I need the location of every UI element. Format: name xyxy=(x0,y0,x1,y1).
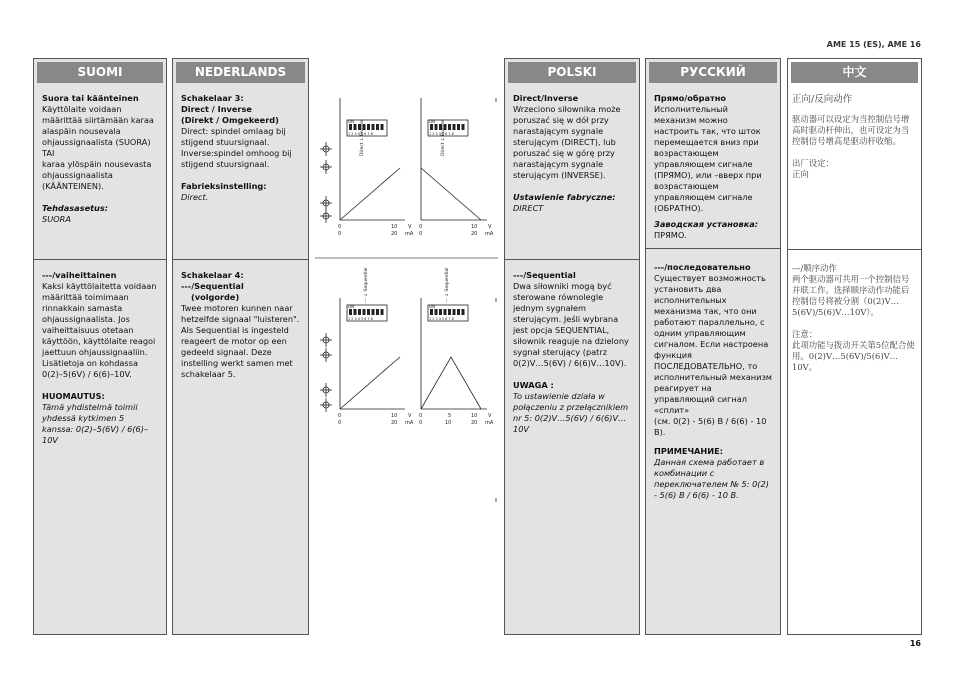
section-title: Schakelaar 4: xyxy=(181,270,244,280)
section-text: Dwa siłowniki mogą być sterowane równolegle jednym sygnałem sterującym. Jeśli wybrana jest opcja SEQUENTIAL, siłownik reaguje na dzielony sygnał sterujący (patrz 0(2)V…5(6V) / 6(6)V…10V). xyxy=(513,281,629,368)
column-russian xyxy=(645,58,781,635)
section-text: 两个驱动器可共用一个控制信号并联工作。选择顺序动作功能后控制信号将被分割（0(2)V…5(6V)/5(6)V…10V）。 xyxy=(792,274,910,317)
section-text: Wrzeciono siłownika może poruszać się w dół przy narastającym sygnale sterującym (DIRECT), lub poruszać się w górę przy narastającym sygnale sterującym (INVERSE). xyxy=(513,104,621,180)
switch-numbers: 1 2 3 4 5 6 7 8 xyxy=(348,132,373,136)
svg-text:0: 0 xyxy=(338,413,342,419)
svg-text:10: 10 xyxy=(471,224,478,230)
section-title: (Direkt / Omgekeerd) xyxy=(181,115,279,125)
section-direct-inverse xyxy=(38,93,162,225)
svg-text:mA: mA xyxy=(485,231,494,237)
tab-polski: POLSKI xyxy=(508,62,636,83)
svg-text:ON: ON xyxy=(429,304,436,309)
section-sequential xyxy=(38,270,162,446)
section-sequential xyxy=(177,270,304,380)
section-title: Suora tai käänteinen xyxy=(42,93,139,103)
dip-switch-icon xyxy=(428,304,468,321)
tab-nederlands: NEDERLANDS xyxy=(176,62,305,83)
section-title: Direct / Inverse xyxy=(181,104,252,114)
dip-switch-icon xyxy=(428,119,468,136)
svg-text:10: 10 xyxy=(471,413,478,419)
section-direct-inverse xyxy=(509,93,635,214)
svg-text:mA: mA xyxy=(405,420,414,426)
section-title: ---/vaiheittainen xyxy=(42,270,117,280)
factory-setting-label: 出厂设定： xyxy=(792,158,834,168)
svg-text:0: 0 xyxy=(338,224,342,230)
section-text: Direct: spindel omlaag bij stijgend stuursignaal. Inverse:spindel omhoog bij stijgend stuursignaal. xyxy=(181,126,292,169)
svg-text:0: 0 xyxy=(419,231,423,237)
tab-suomi: SUOMI xyxy=(37,62,163,83)
section-text: Käyttölaite voidaan määrittää siirtämään karaa alaspäin nousevala ohjaussignaalista (SUORA) xyxy=(42,104,154,147)
column-nederlands xyxy=(172,58,309,635)
factory-setting-value: Direct. xyxy=(181,192,209,202)
section-direct-inverse xyxy=(650,93,776,241)
factory-setting-value: DIRECT xyxy=(513,203,544,213)
note-text: Tämä yhdistelmä toimii yhdessä kytkimen 5 kanssa: 0(2)–5(6V) / 6(6)–10V xyxy=(42,402,149,445)
svg-text:20: 20 xyxy=(391,420,398,426)
svg-text:1 2 3 4 5 6 7 8: 1 2 3 4 5 6 7 8 xyxy=(429,317,454,321)
dip-switch-icon xyxy=(347,304,387,321)
section-text: 驱动器可以设定为当控制信号增高时驱动杆伸出，也可设定为当控制信号增高是驱动杆收缩。 xyxy=(792,114,910,146)
section-title: Прямо/обратно xyxy=(654,93,727,103)
dip-switch-icon xyxy=(347,119,387,136)
svg-text:mA: mA xyxy=(485,420,494,426)
section-title: Schakelaar 3: xyxy=(181,93,244,103)
section-title: (volgorde) xyxy=(191,292,240,302)
svg-text:20: 20 xyxy=(471,231,478,237)
section-title: ---/顺序动作 xyxy=(792,263,837,273)
tab-russian: РУССКИЙ xyxy=(649,62,777,83)
tab-chinese: 中文 xyxy=(791,62,918,83)
svg-text:0: 0 xyxy=(419,224,423,230)
column-polski xyxy=(504,58,640,635)
svg-text:mA: mA xyxy=(405,231,414,237)
factory-setting-value: ПРЯМО. xyxy=(654,230,687,240)
factory-setting-label: Fabrieksinstelling: xyxy=(181,181,267,191)
direct-inverse-label: Direct ↓ Inverse xyxy=(441,119,446,156)
svg-text:10: 10 xyxy=(445,420,452,426)
section-text: Kaksi käyttölaitetta voidaan määrittää toimimaan rinnakkain samasta ohjaussignaalista. Jos vaiheittaisuus otetaan käyttöön, käyttölaite reagoi jaettuun ohjaussignaaliin. Lisätietoja on kohdassa 0(2)–5(6V) / 6(6)–10V. xyxy=(42,281,157,379)
direct-inverse-label: Direct ↓ Inverse xyxy=(360,119,365,156)
factory-setting-value: 正向 xyxy=(792,169,809,179)
section-text: (см. 0(2) - 5(6) В / 6(6) - 10 В). xyxy=(654,416,767,437)
switch-diagrams xyxy=(315,58,498,635)
divider xyxy=(173,259,308,260)
section-text: Twee motoren kunnen naar hetzelfde signaal "luisteren". Als Sequential is ingesteld reageert de motor op een gedeeld signaal. Deze instelling werkt samen met schakelaar 5. xyxy=(181,303,300,379)
column-suomi xyxy=(33,58,167,635)
svg-text:20: 20 xyxy=(391,231,398,237)
factory-setting-label: Заводская установка: xyxy=(654,219,759,229)
svg-text:0: 0 xyxy=(419,420,423,426)
factory-setting-label: Ustawienie fabryczne: xyxy=(513,192,616,202)
svg-text:V: V xyxy=(488,224,492,230)
column-chinese xyxy=(787,58,922,635)
svg-text:10: 10 xyxy=(391,413,398,419)
svg-text:V: V xyxy=(408,224,412,230)
note-text: Данная схема работает в комбинации с переключателем № 5: 0(2) - 5(6) В / 6(6) - 10 В. xyxy=(654,457,769,500)
svg-text:V: V xyxy=(488,413,492,419)
section-title: 正向/反向动作 xyxy=(792,94,853,105)
svg-text:20: 20 xyxy=(471,420,478,426)
svg-text:1 2 3 4 5 6 7 8: 1 2 3 4 5 6 7 8 xyxy=(348,317,373,321)
section-text: karaa ylöspäin nousevasta ohjaussignaalista (KÄÄNTEINEN). xyxy=(42,159,152,191)
diagram-panel xyxy=(315,58,498,635)
note-label: HUOMAUTUS: xyxy=(42,391,105,401)
svg-text:0: 0 xyxy=(338,231,342,237)
svg-text:0: 0 xyxy=(338,420,342,426)
section-title: ---/последовательно xyxy=(654,262,751,272)
section-direct-inverse xyxy=(177,93,304,203)
sequential-label: --- ↓ Sequential xyxy=(364,267,369,303)
section-text: Исполнительный механизм можно настроить так, что шток перемещается вниз при возрастающем управляющем сигнале (ПРЯМО), или –вверх при возрастающем управляющем сигнале (ОБРАТНО). xyxy=(654,104,762,213)
section-sequential xyxy=(792,263,917,373)
section-title: ---/Sequential xyxy=(513,270,576,280)
graph-direct xyxy=(340,98,405,220)
section-sequential xyxy=(509,270,635,435)
document-reference: AME 15 (ES), AME 16 xyxy=(826,40,921,49)
factory-setting-value: SUORA xyxy=(42,214,71,224)
page-number: 16 xyxy=(909,639,921,648)
svg-text:ON: ON xyxy=(429,119,436,124)
divider xyxy=(788,249,921,250)
graph-inverse xyxy=(421,98,487,220)
valve-icon xyxy=(320,333,332,412)
factory-setting-label: Tehdasasetus: xyxy=(42,203,109,213)
sequential-label: --- ↓ Sequential xyxy=(445,267,450,303)
svg-text:1 2 3 4 5 6 7 8: 1 2 3 4 5 6 7 8 xyxy=(429,132,454,136)
svg-text:0: 0 xyxy=(419,413,423,419)
section-text: Существует возможность установить два исполнительных механизма так, что они работают параллельно, с одним управляющим сигналом. Если настроена функция ПОСЛЕДОВАТЕЛЬНО, то исполнительный механизм реагирует на управляющий сигнал «сплит» xyxy=(654,273,772,415)
svg-text:V: V xyxy=(408,413,412,419)
svg-text:ON: ON xyxy=(348,304,355,309)
svg-text:10: 10 xyxy=(391,224,398,230)
section-sequential xyxy=(650,262,776,501)
section-text: TAI xyxy=(42,148,55,158)
note-text: 此项功能与拨动开关第5位配合使用。0(2)V…5(6V)/5(6)V…10V。 xyxy=(792,340,915,372)
section-title: Direct/Inverse xyxy=(513,93,579,103)
valve-icon xyxy=(320,142,332,223)
divider xyxy=(505,259,639,260)
svg-text:5: 5 xyxy=(448,413,452,419)
divider xyxy=(646,248,780,249)
section-direct-inverse xyxy=(792,93,917,180)
on-label: ON xyxy=(348,119,355,124)
divider xyxy=(34,259,166,260)
section-title: ---/Sequential xyxy=(181,281,244,291)
note-text: To ustawienie działa w połączeniu z przełącznikiem nr 5: 0(2)V…5(6V) / 6(6)V…10V xyxy=(513,391,629,434)
note-label: ПРИМЕЧАНИЕ: xyxy=(654,446,723,456)
note-label: UWAGA : xyxy=(513,380,554,390)
note-label: 注意： xyxy=(792,329,818,339)
